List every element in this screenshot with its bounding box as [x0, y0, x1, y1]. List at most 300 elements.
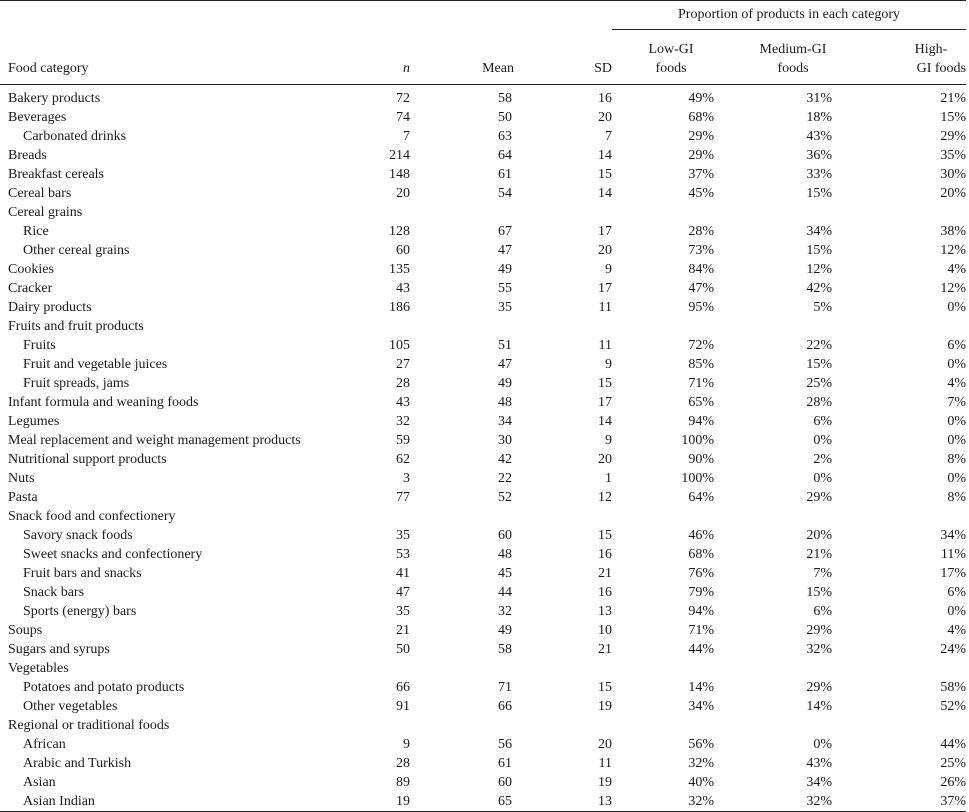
sd-cell: 11 — [598, 756, 612, 771]
sd-cell: 9 — [605, 262, 612, 277]
low-cell: 46% — [688, 528, 714, 543]
food-category-cell: Sugars and syrups — [8, 642, 110, 657]
medium-cell: 36% — [806, 148, 832, 163]
col-header-mean: Mean — [414, 30, 514, 85]
mean-cell: 32 — [498, 604, 512, 619]
food-category-cell: Nutritional support products — [8, 452, 167, 467]
sd-cell: 11 — [598, 338, 612, 353]
high-cell: 0% — [947, 471, 966, 486]
n-cell: 9 — [403, 737, 410, 752]
n-cell: 27 — [396, 357, 410, 372]
high-cell: 6% — [947, 585, 966, 600]
n-cell: 21 — [396, 623, 410, 638]
food-category-cell: Breads — [8, 148, 47, 163]
sd-cell: 11 — [598, 300, 612, 315]
sd-cell: 16 — [598, 585, 612, 600]
sd-cell: 20 — [598, 737, 612, 752]
mean-cell: 63 — [498, 129, 512, 144]
sd-cell: 7 — [605, 129, 612, 144]
low-cell: 79% — [688, 585, 714, 600]
high-cell: 24% — [940, 642, 966, 657]
col-header-low-gi-line2: foods — [655, 61, 687, 76]
medium-cell — [730, 317, 856, 336]
high-cell: 29% — [940, 129, 966, 144]
low-cell: 73% — [688, 243, 714, 258]
high-cell: 35% — [940, 148, 966, 163]
low-cell: 32% — [612, 792, 730, 812]
food-category-cell: Carbonated drinks — [23, 129, 127, 144]
medium-cell: 33% — [806, 167, 832, 182]
food-category-cell: Fruit spreads, jams — [23, 376, 130, 391]
medium-cell: 5% — [813, 300, 832, 315]
n-cell: 186 — [389, 300, 410, 315]
low-cell: 47% — [688, 281, 714, 296]
low-cell: 90% — [688, 452, 714, 467]
high-cell — [856, 203, 966, 222]
high-cell: 7% — [947, 395, 966, 410]
food-category-cell: Fruit and vegetable juices — [23, 357, 168, 372]
low-cell: 84% — [688, 262, 714, 277]
high-cell: 11% — [940, 547, 966, 562]
mean-cell: 49 — [498, 623, 512, 638]
col-header-medium-gi — [730, 30, 856, 85]
mean-cell: 35 — [498, 300, 512, 315]
medium-cell: 12% — [806, 262, 832, 277]
col-header-medium-gi-line1: Medium-GI — [759, 42, 827, 57]
sd-cell: 12 — [598, 490, 612, 505]
table-row — [0, 678, 966, 697]
food-category-cell: Potatoes and potato products — [23, 680, 185, 695]
n-cell: 47 — [396, 585, 410, 600]
medium-cell: 32% — [730, 792, 856, 812]
mean-cell: 47 — [498, 357, 512, 372]
low-cell: 32% — [688, 756, 714, 771]
food-category-cell: Asian — [23, 775, 56, 790]
table-row — [0, 450, 966, 469]
n-cell: 135 — [389, 262, 410, 277]
n-cell — [358, 659, 414, 678]
sd-cell: 17 — [598, 395, 612, 410]
high-cell — [856, 317, 966, 336]
sd-cell: 15 — [598, 680, 612, 695]
table-row — [0, 621, 966, 640]
n-cell: 77 — [396, 490, 410, 505]
table-row — [0, 355, 966, 374]
table-row — [0, 165, 966, 184]
high-cell: 38% — [940, 224, 966, 239]
mean-cell: 58 — [498, 642, 512, 657]
medium-cell — [730, 716, 856, 735]
mean-cell: 45 — [498, 566, 512, 581]
sd-cell — [514, 317, 612, 336]
table-body — [0, 85, 966, 812]
medium-cell: 2% — [813, 452, 832, 467]
table-row — [0, 374, 966, 393]
table-row — [0, 735, 966, 754]
medium-cell: 28% — [806, 395, 832, 410]
high-cell: 20% — [940, 186, 966, 201]
food-category-cell: Cracker — [8, 281, 53, 296]
table-row — [0, 336, 966, 355]
header-group-row — [0, 1, 966, 30]
food-category-cell: Soups — [8, 623, 43, 638]
sd-cell: 13 — [514, 792, 612, 812]
food-category-cell: Pasta — [8, 490, 38, 505]
high-cell: 0% — [947, 604, 966, 619]
medium-cell: 21% — [806, 547, 832, 562]
table-row — [0, 298, 966, 317]
mean-cell: 58 — [498, 91, 512, 106]
low-cell: 29% — [688, 148, 714, 163]
high-cell: 26% — [940, 775, 966, 790]
n-cell: 91 — [396, 699, 410, 714]
high-cell: 30% — [940, 167, 966, 182]
table-row — [0, 203, 966, 222]
low-cell: 71% — [688, 623, 714, 638]
table-row — [0, 469, 966, 488]
food-category-cell: Arabic and Turkish — [23, 756, 132, 771]
high-cell: 44% — [940, 737, 966, 752]
sd-cell: 21 — [598, 642, 612, 657]
n-cell: 35 — [396, 528, 410, 543]
low-cell — [612, 507, 730, 526]
medium-cell: 34% — [806, 775, 832, 790]
n-cell: 59 — [396, 433, 410, 448]
medium-cell: 6% — [813, 604, 832, 619]
table-row — [0, 488, 966, 507]
mean-cell: 61 — [498, 167, 512, 182]
medium-cell: 15% — [806, 186, 832, 201]
high-cell — [856, 716, 966, 735]
table-row — [0, 241, 966, 260]
medium-cell — [730, 507, 856, 526]
medium-cell: 43% — [806, 756, 832, 771]
high-cell: 4% — [947, 262, 966, 277]
low-cell: 100% — [681, 471, 714, 486]
sd-cell: 16 — [598, 547, 612, 562]
high-cell: 12% — [940, 243, 966, 258]
high-cell: 6% — [947, 338, 966, 353]
food-category-cell: Other cereal grains — [23, 243, 130, 258]
food-category-cell: Asian Indian — [0, 792, 358, 812]
table-row — [0, 127, 966, 146]
header-spacer — [0, 1, 612, 30]
high-cell: 0% — [947, 300, 966, 315]
low-cell: 100% — [681, 433, 714, 448]
low-cell: 85% — [688, 357, 714, 372]
food-category-cell: Meal replacement and weight management products — [8, 433, 301, 448]
low-cell — [612, 203, 730, 222]
sd-cell: 21 — [598, 566, 612, 581]
low-cell: 72% — [688, 338, 714, 353]
n-cell: 72 — [396, 91, 410, 106]
sd-cell: 1 — [605, 471, 612, 486]
table-row — [0, 146, 966, 165]
low-cell: 95% — [688, 300, 714, 315]
high-cell: 37% — [856, 792, 966, 812]
sd-cell: 15 — [598, 376, 612, 391]
table-row — [0, 222, 966, 241]
low-cell: 28% — [688, 224, 714, 239]
n-cell — [358, 203, 414, 222]
sd-cell: 10 — [598, 623, 612, 638]
high-cell: 0% — [947, 433, 966, 448]
high-cell: 8% — [947, 490, 966, 505]
col-header-category: Food category — [0, 30, 358, 85]
sd-cell: 20 — [598, 452, 612, 467]
low-cell: 71% — [688, 376, 714, 391]
n-cell: 74 — [396, 110, 410, 125]
low-cell: 94% — [688, 604, 714, 619]
high-cell: 8% — [947, 452, 966, 467]
n-cell: 66 — [396, 680, 410, 695]
n-cell: 3 — [403, 471, 410, 486]
mean-cell: 22 — [498, 471, 512, 486]
mean-cell: 49 — [498, 262, 512, 277]
n-cell — [358, 317, 414, 336]
sd-cell: 17 — [598, 224, 612, 239]
mean-cell: 50 — [498, 110, 512, 125]
mean-cell: 65 — [414, 792, 514, 812]
low-cell: 94% — [688, 414, 714, 429]
n-cell — [358, 716, 414, 735]
low-cell: 65% — [688, 395, 714, 410]
n-cell: 50 — [396, 642, 410, 657]
mean-cell: 42 — [498, 452, 512, 467]
medium-cell: 15% — [806, 585, 832, 600]
mean-cell: 55 — [498, 281, 512, 296]
table-row — [0, 412, 966, 431]
food-category-cell: Sports (energy) bars — [23, 604, 137, 619]
table-row — [0, 545, 966, 564]
food-category-cell: Nuts — [8, 471, 35, 486]
medium-cell: 29% — [806, 623, 832, 638]
table-row — [0, 184, 966, 203]
high-cell: 4% — [947, 376, 966, 391]
medium-cell: 7% — [813, 566, 832, 581]
low-cell: 14% — [688, 680, 714, 695]
mean-cell: 60 — [498, 775, 512, 790]
low-cell: 68% — [688, 110, 714, 125]
header-columns-row — [0, 30, 966, 85]
mean-cell — [414, 317, 514, 336]
sd-cell: 9 — [605, 433, 612, 448]
sd-cell: 14 — [598, 186, 612, 201]
mean-cell: 47 — [498, 243, 512, 258]
table-row — [0, 260, 966, 279]
medium-cell: 0% — [813, 471, 832, 486]
medium-cell: 32% — [806, 642, 832, 657]
food-category-cell: Fruit bars and snacks — [23, 566, 142, 581]
high-cell: 17% — [940, 566, 966, 581]
table-row — [0, 85, 966, 109]
mean-cell: 60 — [498, 528, 512, 543]
n-cell — [358, 507, 414, 526]
medium-cell: 29% — [806, 680, 832, 695]
table-row — [0, 507, 966, 526]
n-cell: 62 — [396, 452, 410, 467]
food-category-cell: Other vegetables — [23, 699, 118, 714]
medium-cell: 20% — [806, 528, 832, 543]
medium-cell: 29% — [806, 490, 832, 505]
table-row — [0, 526, 966, 545]
food-category-cell: Cereal bars — [8, 186, 72, 201]
medium-cell: 14% — [806, 699, 832, 714]
table-row — [0, 659, 966, 678]
low-cell: 68% — [688, 547, 714, 562]
food-category-cell: Legumes — [8, 414, 60, 429]
n-cell: 128 — [389, 224, 410, 239]
col-header-n: n — [358, 30, 414, 85]
sd-cell: 14 — [598, 148, 612, 163]
table-row — [0, 583, 966, 602]
food-category-cell: Fruits — [23, 338, 56, 353]
medium-cell: 43% — [806, 129, 832, 144]
medium-cell: 31% — [806, 91, 832, 106]
food-category-cell: Regional or traditional foods — [8, 718, 170, 733]
high-cell: 4% — [947, 623, 966, 638]
mean-cell — [414, 716, 514, 735]
sd-cell — [514, 716, 612, 735]
low-cell: 64% — [688, 490, 714, 505]
col-header-high-gi — [856, 30, 966, 85]
medium-cell: 0% — [813, 433, 832, 448]
low-cell: 37% — [688, 167, 714, 182]
medium-cell: 15% — [806, 357, 832, 372]
food-category-cell: Snack bars — [23, 585, 85, 600]
sd-cell: 17 — [598, 281, 612, 296]
n-cell: 20 — [396, 186, 410, 201]
mean-cell: 54 — [498, 186, 512, 201]
mean-cell: 49 — [498, 376, 512, 391]
n-cell: 19 — [358, 792, 414, 812]
table-row — [0, 640, 966, 659]
mean-cell: 44 — [498, 585, 512, 600]
food-category-cell: Dairy products — [8, 300, 92, 315]
col-header-low-gi — [612, 30, 730, 85]
n-cell: 41 — [396, 566, 410, 581]
mean-cell: 71 — [498, 680, 512, 695]
medium-cell: 25% — [806, 376, 832, 391]
n-cell: 148 — [389, 167, 410, 182]
high-cell: 25% — [940, 756, 966, 771]
col-header-high-gi-line2: GI foods — [916, 61, 966, 76]
table-row — [0, 393, 966, 412]
mean-cell: 64 — [498, 148, 512, 163]
medium-cell: 22% — [806, 338, 832, 353]
food-category-cell: Cookies — [8, 262, 54, 277]
high-cell: 52% — [940, 699, 966, 714]
table-row — [0, 108, 966, 127]
high-cell: 34% — [940, 528, 966, 543]
sd-cell — [514, 203, 612, 222]
medium-cell: 6% — [813, 414, 832, 429]
food-category-cell: Savory snack foods — [23, 528, 133, 543]
food-category-cell: Snack food and confectionery — [8, 509, 176, 524]
sd-cell: 9 — [605, 357, 612, 372]
mean-cell — [414, 507, 514, 526]
mean-cell: 34 — [498, 414, 512, 429]
low-cell — [612, 716, 730, 735]
high-cell: 21% — [940, 91, 966, 106]
sd-cell: 20 — [598, 110, 612, 125]
low-cell: 44% — [688, 642, 714, 657]
n-cell: 35 — [396, 604, 410, 619]
table-row — [0, 697, 966, 716]
col-header-high-gi-line1: High- — [914, 42, 948, 57]
sd-cell: 19 — [598, 699, 612, 714]
high-cell: 0% — [947, 357, 966, 372]
n-cell: 43 — [396, 281, 410, 296]
low-cell: 29% — [688, 129, 714, 144]
n-cell: 7 — [403, 129, 410, 144]
high-cell: 0% — [947, 414, 966, 429]
n-cell: 60 — [396, 243, 410, 258]
mean-cell: 61 — [498, 756, 512, 771]
high-cell: 58% — [940, 680, 966, 695]
sd-cell — [514, 659, 612, 678]
food-category-cell: Sweet snacks and confectionery — [23, 547, 203, 562]
sd-cell: 14 — [598, 414, 612, 429]
table-row — [0, 754, 966, 773]
mean-cell: 66 — [498, 699, 512, 714]
low-cell: 76% — [688, 566, 714, 581]
medium-cell — [730, 659, 856, 678]
mean-cell: 52 — [498, 490, 512, 505]
food-category-cell: Bakery products — [8, 91, 101, 106]
n-cell: 28 — [396, 756, 410, 771]
high-cell — [856, 507, 966, 526]
low-cell — [612, 317, 730, 336]
food-category-cell: Cereal grains — [8, 205, 83, 220]
n-cell: 89 — [396, 775, 410, 790]
n-cell: 214 — [389, 148, 410, 163]
food-category-cell: Fruits and fruit products — [8, 319, 144, 334]
n-cell: 28 — [396, 376, 410, 391]
medium-cell — [730, 203, 856, 222]
mean-cell: 51 — [498, 338, 512, 353]
low-cell — [612, 659, 730, 678]
table-row — [0, 279, 966, 298]
mean-cell — [414, 203, 514, 222]
medium-cell: 18% — [806, 110, 832, 125]
mean-cell: 30 — [498, 433, 512, 448]
sd-cell: 15 — [598, 167, 612, 182]
n-cell: 43 — [396, 395, 410, 410]
food-category-cell: Breakfast cereals — [8, 167, 104, 182]
sd-cell: 16 — [598, 91, 612, 106]
high-cell: 12% — [940, 281, 966, 296]
low-cell: 56% — [688, 737, 714, 752]
medium-cell: 0% — [813, 737, 832, 752]
table-row — [0, 602, 966, 621]
sd-cell — [514, 507, 612, 526]
table-row — [0, 317, 966, 336]
sd-cell: 20 — [598, 243, 612, 258]
sd-cell: 13 — [598, 604, 612, 619]
food-category-cell: African — [23, 737, 66, 752]
mean-cell: 48 — [498, 547, 512, 562]
table-row — [0, 716, 966, 735]
medium-cell: 42% — [806, 281, 832, 296]
low-cell: 49% — [688, 91, 714, 106]
mean-cell: 56 — [498, 737, 512, 752]
n-cell: 32 — [396, 414, 410, 429]
table-row — [0, 564, 966, 583]
sd-cell: 15 — [598, 528, 612, 543]
high-cell — [856, 659, 966, 678]
table-row — [0, 431, 966, 450]
